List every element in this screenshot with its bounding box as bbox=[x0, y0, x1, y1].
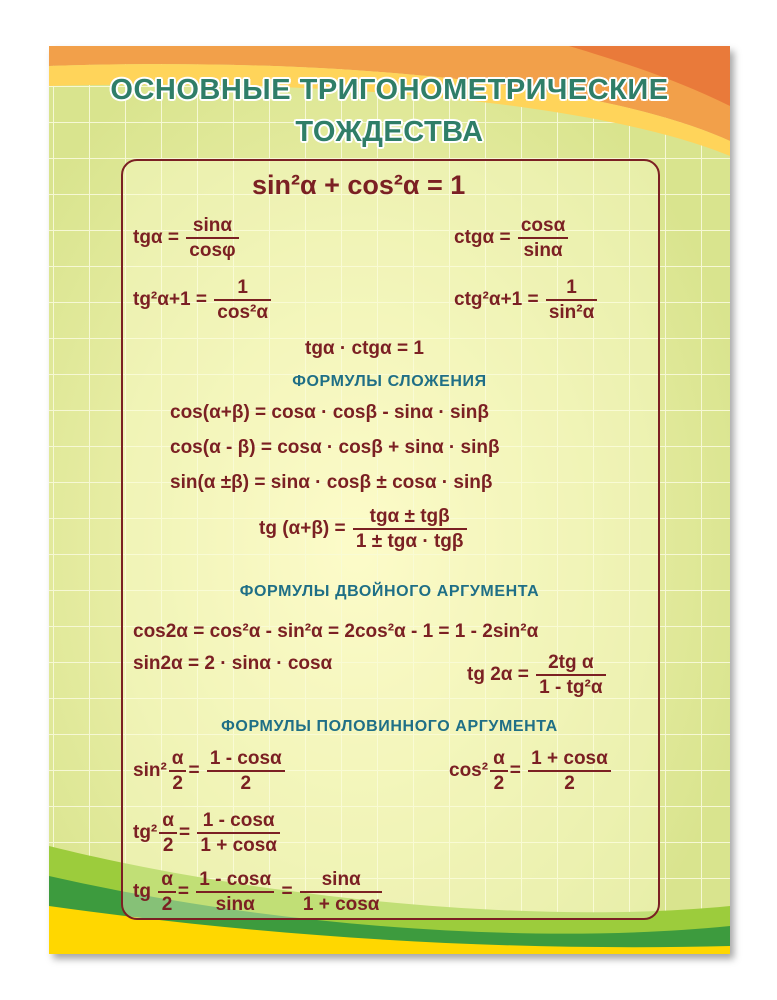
sin-double-formula: sin2α = 2 · sinα · cosα bbox=[133, 653, 333, 674]
cos-double-formula: cos2α = cos²α - sin²α = 2cos²α - 1 = 1 - 2sin²α bbox=[133, 621, 539, 642]
main-identity: sin²α + cos²α = 1 bbox=[252, 170, 466, 200]
cos-difference-formula: cos(α - β) = cosα · cosβ + sinα · sinβ bbox=[170, 437, 500, 458]
half-argument-heading: ФОРМУЛЫ ПОЛОВИННОГО АРГУМЕНТА bbox=[221, 718, 558, 735]
tg-squared-half-formula: tg² $\frac{\alpha}{2}$ = $\frac{1 - \cos\alpha}{1 + \cos\alpha}$ bbox=[133, 811, 282, 855]
ctg-squared-identity: ctg²α+1 = $\frac{1}{\text{sin²α}}$ bbox=[454, 278, 599, 322]
tg-sum-formula: tg (α+β) = $\frac{\text{tgα ± tgβ}}{\text{1 ± tgα · tgβ}}$ bbox=[259, 507, 469, 551]
title-line-1: ОСНОВНЫЕ ТРИГОНОМЕТРИЧЕСКИЕ bbox=[110, 74, 669, 106]
title-line-2: ТОЖДЕСТВА bbox=[295, 116, 484, 148]
cos-half-formula: cos² $\frac{\alpha}{2}$ = $\frac{1 + \cos\alpha}{2}$ bbox=[449, 749, 613, 793]
addition-heading: ФОРМУЛЫ СЛОЖЕНИЯ bbox=[292, 373, 487, 390]
tg-definition: tgα = $\frac{\sin\alpha}{\cos\varphi}$ bbox=[133, 216, 241, 260]
double-argument-heading: ФОРМУЛЫ ДВОЙНОГО АРГУМЕНТА bbox=[239, 583, 540, 600]
cos-sum-formula: cos(α+β) = cosα · cosβ - sinα · sinβ bbox=[170, 402, 490, 423]
tg-double-formula: tg 2α = $\frac{\text{2tg α}}{\text{1 - tg²α}}$ bbox=[467, 653, 608, 697]
sin-half-formula: sin² $\frac{\alpha}{2}$ = $\frac{1 - \cos\alpha}{2}$ bbox=[133, 749, 287, 793]
tg-half-formula: tg $\frac{\alpha}{2}$ = $\frac{1 - \cos\alpha}{\sin\alpha}$ = $\frac{\sin\alpha}{1 + \cos\alpha}$ bbox=[133, 870, 384, 914]
sin-sum-formula: sin(α ±β) = sinα · cosβ ± cosα · sinβ bbox=[170, 472, 493, 493]
tg-squared-identity: tg²α+1 = $\frac{1}{\text{cos²α}}$ bbox=[133, 278, 273, 322]
ctg-definition: ctgα = $\frac{\cos\alpha}{\sin\alpha}$ bbox=[454, 216, 570, 260]
tg-ctg-product: tgα · ctgα = 1 bbox=[305, 338, 424, 359]
poster bbox=[49, 46, 730, 954]
